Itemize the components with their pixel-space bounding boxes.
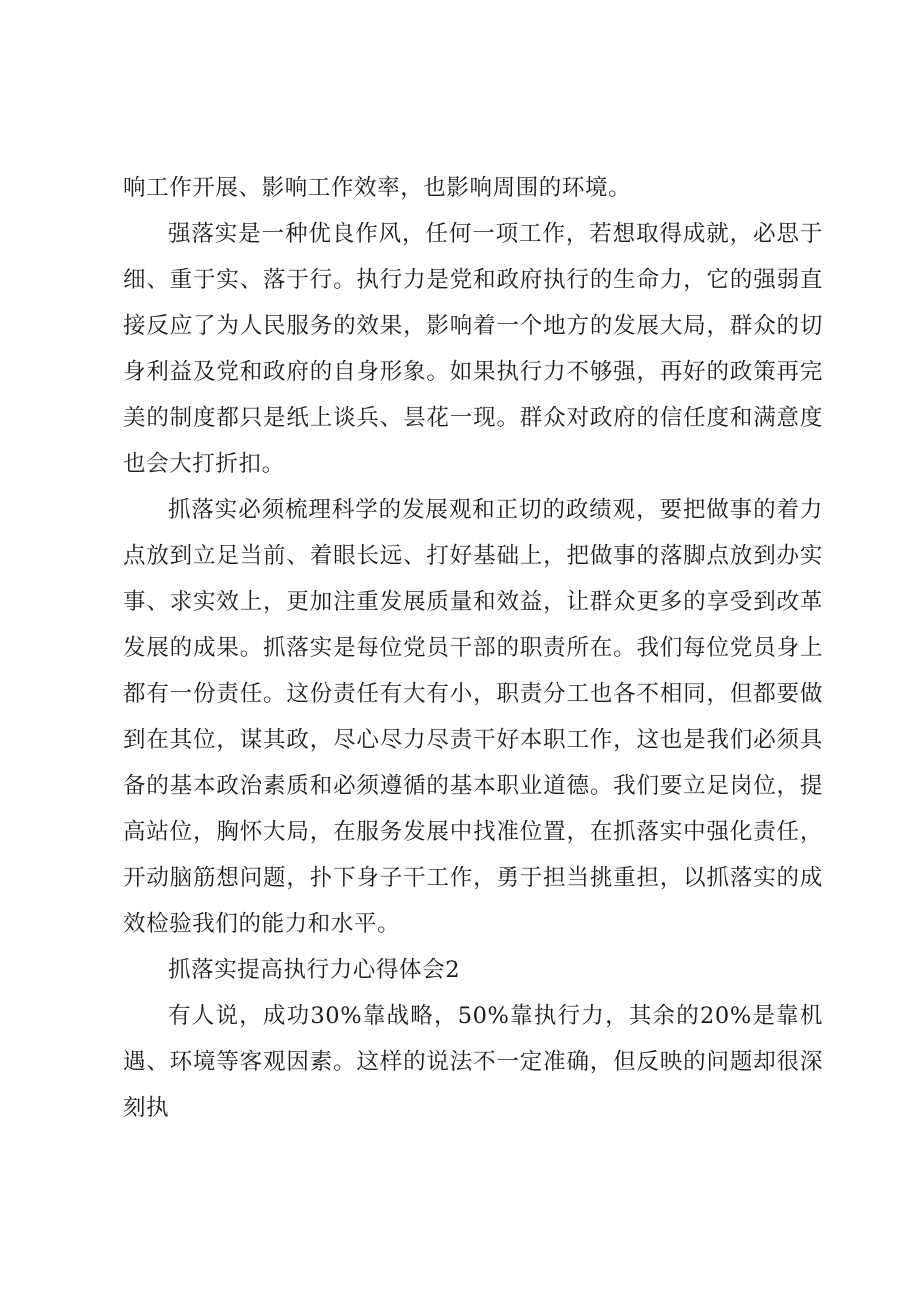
document-body bbox=[123, 165, 823, 1131]
paragraph-grasp-implementation: 抓落实必须梳理科学的发展观和正切的政绩观，要把做事的着力点放到立足当前、着眼长远、打好基础上，把做事的落脚点放到办实事、求实效上，更加注重发展质量和效益，让群众更多的享受到改革发展的成果。抓落实是每位党员干部的职责所在。我们每位党员身上都有一份责任。这份责任有大有小，职责分工也各不相同，但都要做到在其位，谋其政，尽心尽力尽责干好本职工作，这也是我们必须具备的基本政治素质和必须遵循的基本职业道德。我们要立足岗位，提高站位，胸怀大局，在服务发展中找准位置，在抓落实中强化责任，开动脑筋想问题，扑下身子干工作，勇于担当挑重担，以抓落实的成效检验我们的能力和水平。 bbox=[123, 497, 823, 937]
paragraph-continuation: 响工作开展、影响工作效率，也影响周围的环境。 bbox=[123, 175, 632, 201]
paragraph-strong-implementation: 强落实是一种优良作风，任何一项工作，若想取得成就，必思于细、重于实、落于行。执行力是党和政府执行的生命力，它的强弱直接反应了为人民服务的效果，影响着一个地方的发展大局，群众的切身利益及党和政府的自身形象。如果执行力不够强，再好的政策再完美的制度都只是纸上谈兵、昙花一现。群众对政府的信任度和满意度也会大打折扣。 bbox=[123, 221, 823, 477]
section-heading: 抓落实提高执行力心得体会2 bbox=[168, 957, 461, 983]
paragraph-success-factors: 有人说，成功30%靠战略，50%靠执行力，其余的20%是靠机遇、环境等客观因素。这样的说法不一定准确，但反映的问题却很深刻执 bbox=[123, 1003, 823, 1121]
